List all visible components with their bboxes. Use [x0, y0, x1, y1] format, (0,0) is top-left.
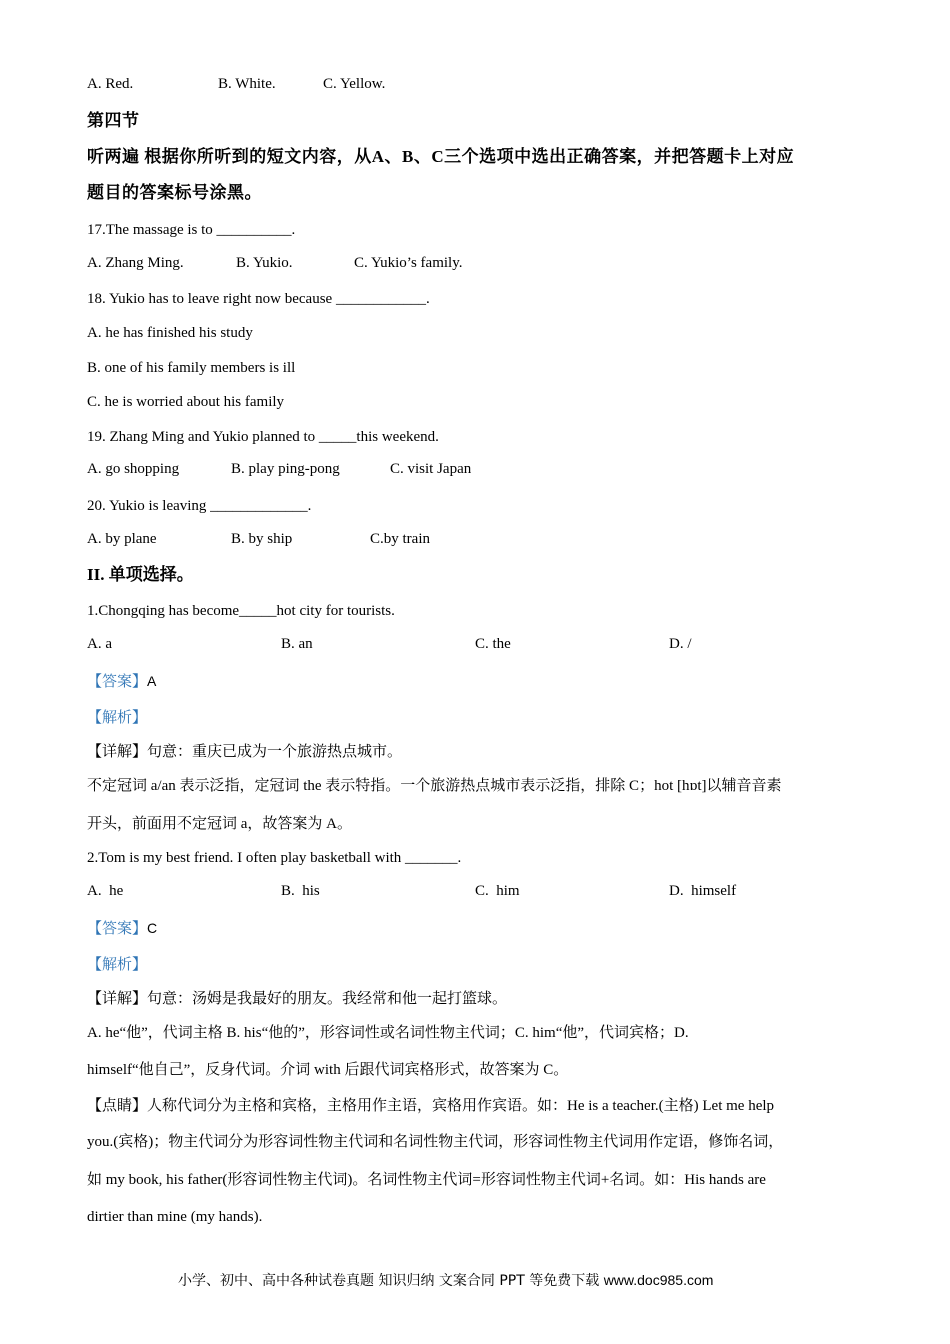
- p2q2-answer-line: [87, 918, 157, 939]
- q18-option-c: C. he is worried about his family: [87, 394, 285, 410]
- answer-label: 【答案】: [87, 919, 148, 937]
- p2q1-detail-line: [87, 741, 402, 762]
- p2q2-option-a: [87, 883, 123, 900]
- option-text: himself: [691, 883, 737, 899]
- p2q2-tip-line-1: [87, 1095, 774, 1116]
- page-footer: [178, 1270, 713, 1290]
- p2q1-option-a: A. a: [87, 636, 112, 652]
- p2q2-option-c: [475, 883, 520, 900]
- p2q1-analysis-label: 【解析】: [87, 708, 148, 726]
- option-text: he: [109, 883, 124, 899]
- p2q2-analysis-label: 【解析】: [87, 955, 148, 973]
- option-text: him: [496, 883, 520, 899]
- answer-value: C: [147, 920, 158, 936]
- section4-title: 第四节: [87, 111, 140, 130]
- q16-option-c: C. Yellow.: [323, 76, 386, 92]
- p2q2-tip-line-2: you.(宾格)；物主代词分为形容词性物主代词和名词性物主代词，形容词性物主代词用作定语，修饰名词，: [87, 1134, 784, 1150]
- option-letter: B.: [281, 883, 295, 899]
- q19-option-b: B. play ping-pong: [231, 461, 340, 477]
- section4-instruction-1: 听两遍 根据你所听到的短文内容，从A、B、C三个选项中选出正确答案，并把答题卡上对应: [87, 147, 795, 166]
- q19-option-a: A. go shopping: [87, 461, 180, 477]
- footer-text: 小学、初中、高中各种试卷真题 知识归纳 文案合同 PPT 等免费下载: [178, 1273, 604, 1289]
- p2q1-option-b: B. an: [281, 636, 313, 652]
- q17-option-b: B. Yukio.: [236, 255, 293, 271]
- q19-option-c: C. visit Japan: [390, 461, 472, 477]
- p2q1-option-c: C. the: [475, 636, 511, 652]
- q19-stem: 19. Zhang Ming and Yukio planned to _____this weekend.: [87, 429, 439, 445]
- q18-option-a: A. he has finished his study: [87, 325, 253, 341]
- footer-url[interactable]: www.doc985.com: [603, 1272, 714, 1288]
- option-text: his: [302, 883, 320, 899]
- p2q1-explain-1: 不定冠词 a/an 表示泛指，定冠词 the 表示特指。一个旅游热点城市表示泛指，排除 C；hot [hɒt]以辅音音素: [87, 778, 782, 794]
- p2q1-stem: 1.Chongqing has become_____hot city for tourists.: [87, 603, 395, 619]
- p2q2-stem: 2.Tom is my best friend. I often play basketball with _______.: [87, 850, 462, 866]
- q18-stem: 18. Yukio has to leave right now because ____________.: [87, 291, 430, 307]
- p2q2-tip-line-3: 如 my book, his father(形容词性物主代词)。名词性物主代词=形容词性物主代词+名词。如：His hands are: [87, 1172, 766, 1188]
- q20-stem: 20. Yukio is leaving _____________.: [87, 498, 312, 514]
- option-letter: D.: [669, 883, 684, 899]
- q20-option-a: A. by plane: [87, 531, 157, 547]
- p2q2-option-d: [669, 883, 736, 900]
- p2q1-explain-2: 开头，前面用不定冠词 a，故答案为 A。: [87, 816, 352, 832]
- q16-option-a: A. Red.: [87, 76, 134, 92]
- q20-option-b: B. by ship: [231, 531, 293, 547]
- answer-value: A: [147, 673, 157, 689]
- p2q2-tip-line-4: dirtier than mine (my hands).: [87, 1209, 263, 1225]
- p2q1-option-d: D. /: [669, 636, 692, 652]
- section4-instruction-2: 题目的答案标号涂黑。: [87, 183, 262, 202]
- p2q2-explain-2: himself“他自己”，反身代词。介词 with 后跟代词宾格形式，故答案为 C。: [87, 1062, 569, 1078]
- q17-option-c: C. Yukio’s family.: [354, 255, 463, 271]
- p2q2-option-b: [281, 883, 320, 900]
- answer-label: 【答案】: [87, 672, 148, 690]
- p2q2-explain-1: A. he“他”，代词主格 B. his“他的”，形容词性或名词性物主代词；C. him“他”，代词宾格；D.: [87, 1025, 689, 1041]
- detail-text: 句意：重庆已成为一个旅游热点城市。: [147, 744, 403, 760]
- q17-option-a: A. Zhang Ming.: [87, 255, 184, 271]
- detail-label: 【详解】: [87, 989, 148, 1007]
- q18-option-b: B. one of his family members is ill: [87, 360, 296, 376]
- p2q1-answer-line: [87, 671, 156, 692]
- q16-option-b: B. White.: [218, 76, 276, 92]
- q17-stem: 17.The massage is to __________.: [87, 222, 296, 238]
- part2-title: II. 单项选择。: [87, 565, 194, 584]
- option-letter: A.: [87, 883, 102, 899]
- p2q2-detail-line: [87, 988, 507, 1009]
- tip-label: 【点睛】: [87, 1096, 148, 1114]
- tip-text: 人称代词分为主格和宾格，主格用作主语，宾格用作宾语。如：He is a teacher.(主格) Let me help: [147, 1098, 775, 1114]
- detail-label: 【详解】: [87, 742, 148, 760]
- option-letter: C.: [475, 883, 489, 899]
- detail-text: 句意：汤姆是我最好的朋友。我经常和他一起打篮球。: [147, 991, 508, 1007]
- q20-option-c: C.by train: [370, 531, 430, 547]
